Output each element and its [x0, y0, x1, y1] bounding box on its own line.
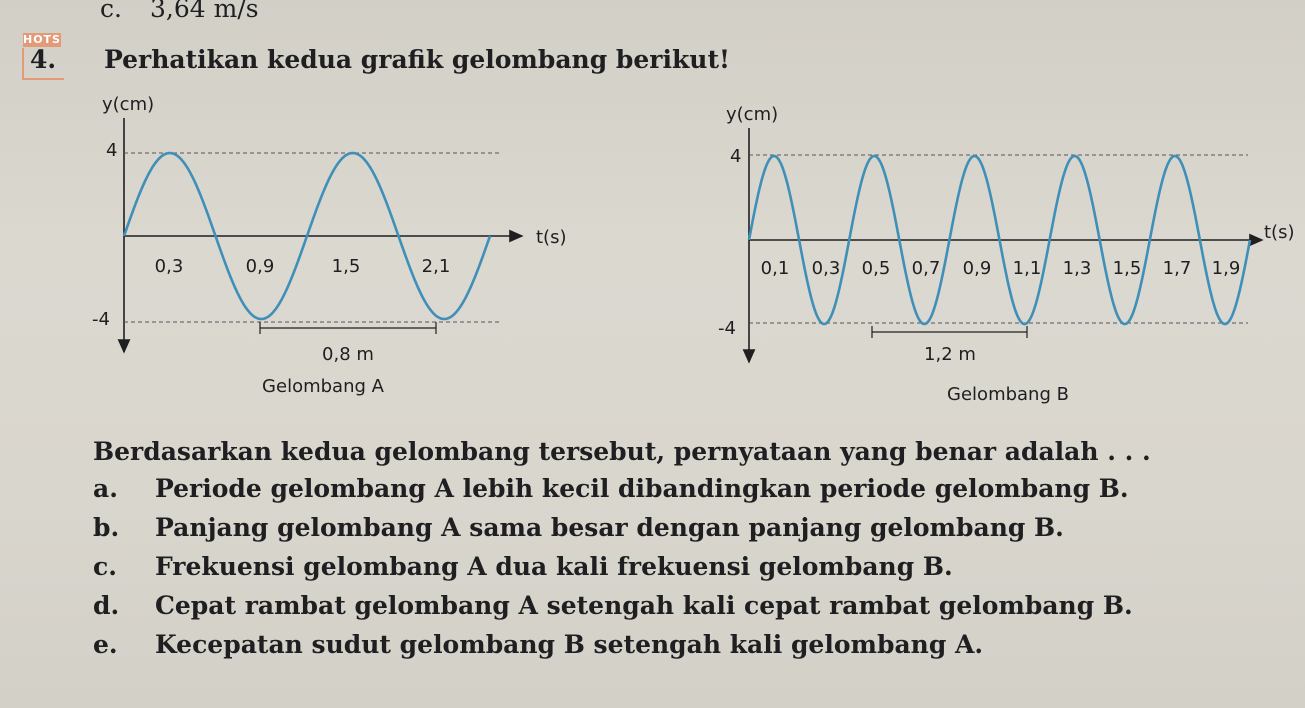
answer-options: [93, 474, 1133, 669]
previous-answer-letter: c.: [100, 0, 122, 23]
graph-b-tick-label: 1,1: [1012, 258, 1042, 279]
graph-b-caption: Gelombang B: [947, 384, 1069, 405]
option-letter: d.: [93, 591, 120, 620]
question-prompt: Berdasarkan kedua gelombang tersebut, pernyataan yang benar adalah . . .: [93, 437, 1151, 466]
option-a[interactable]: [93, 474, 1133, 513]
graph-b: [718, 104, 1294, 405]
previous-answer-text: 3,64 m/s: [150, 0, 259, 23]
option-letter: a.: [93, 474, 118, 503]
graph-b-tick-label: 1,3: [1062, 258, 1092, 279]
option-text: Panjang gelombang A sama besar dengan panjang gelombang B.: [155, 513, 1064, 542]
graph-b-tick-label: 0,9: [962, 258, 992, 279]
graph-b-distance-label: 1,2 m: [924, 344, 976, 365]
graph-a-tick-label: 1,5: [331, 256, 361, 277]
graph-b-tick-label: 1,5: [1112, 258, 1142, 279]
graph-b-tick-label: 0,5: [861, 258, 891, 279]
question-number: 4.: [30, 45, 57, 74]
option-b[interactable]: [93, 513, 1133, 552]
graph-a-y-min-label: -4: [92, 309, 110, 330]
graph-b-tick-label: 1,9: [1211, 258, 1241, 279]
option-text: Cepat rambat gelombang A setengah kali cepat rambat gelombang B.: [155, 591, 1133, 620]
graph-a-y-max-label: 4: [106, 140, 118, 161]
graph-b-y-max-label: 4: [730, 146, 742, 167]
graph-a-tick-label: 0,9: [245, 256, 275, 277]
graph-a-caption: Gelombang A: [262, 376, 384, 397]
graph-a-tick-label: 2,1: [421, 256, 451, 277]
graph-b-x-axis-label: t(s): [1264, 222, 1295, 243]
graph-b-tick-label: 0,1: [760, 258, 790, 279]
option-letter: b.: [93, 513, 120, 542]
graph-a: [92, 94, 566, 397]
question-title: Perhatikan kedua grafik gelombang berikut!: [104, 45, 730, 74]
graph-b-y-min-label: -4: [718, 318, 736, 339]
graph-b-tick-label: 0,7: [911, 258, 941, 279]
option-text: Kecepatan sudut gelombang B setengah kali gelombang A.: [155, 630, 984, 659]
graph-a-x-axis-label: t(s): [536, 227, 567, 248]
option-text: Periode gelombang A lebih kecil dibandingkan periode gelombang B.: [155, 474, 1129, 503]
graph-a-tick-label: 0,3: [154, 256, 184, 277]
graph-b-y-axis-label: y(cm): [726, 104, 779, 125]
option-letter: c.: [93, 552, 117, 581]
option-d[interactable]: [93, 591, 1133, 630]
option-e[interactable]: [93, 630, 1133, 669]
graph-b-tick-label: 1,7: [1162, 258, 1192, 279]
graph-a-y-axis-label: y(cm): [102, 94, 155, 115]
graph-b-tick-label: 0,3: [811, 258, 841, 279]
option-c[interactable]: [93, 552, 1133, 591]
option-text: Frekuensi gelombang A dua kali frekuensi gelombang B.: [155, 552, 953, 581]
hots-badge: HOTS: [23, 33, 61, 46]
graph-a-distance-label: 0,8 m: [322, 344, 374, 365]
option-letter: e.: [93, 630, 118, 659]
